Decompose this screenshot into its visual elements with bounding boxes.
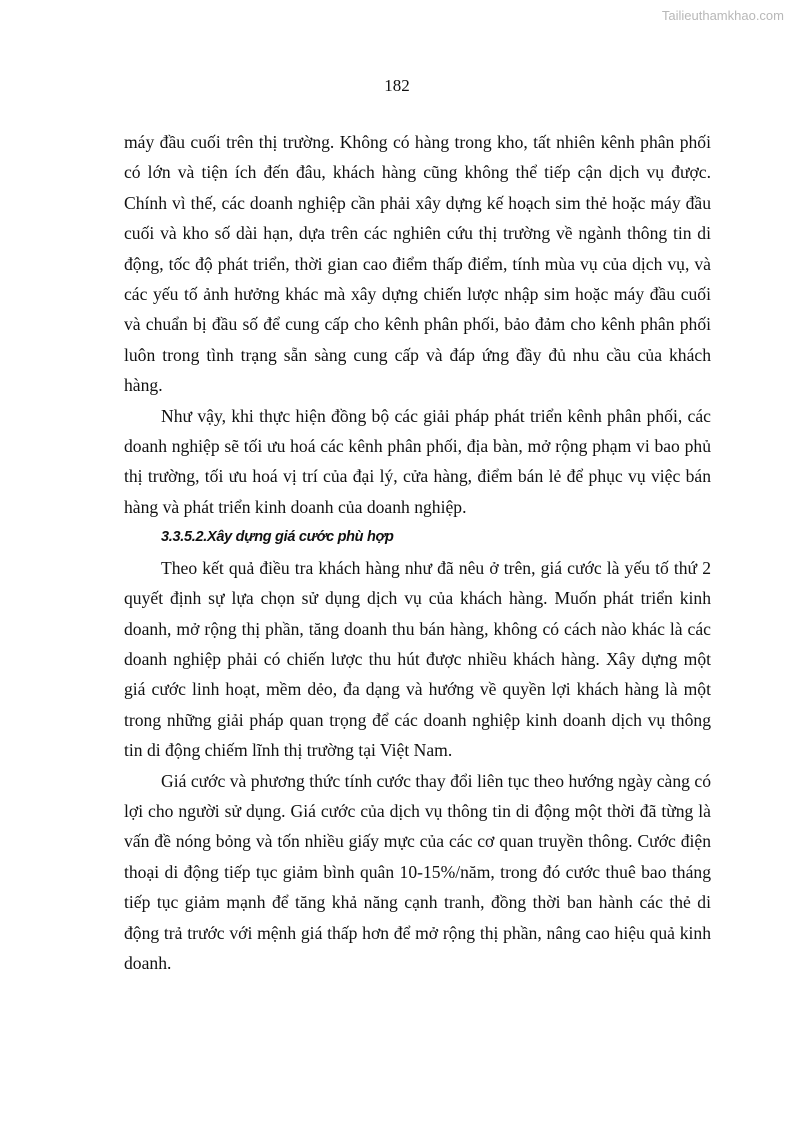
page-number: 182 bbox=[384, 76, 410, 95]
section-heading: 3.3.5.2.Xây dựng giá cước phù hợp bbox=[161, 529, 394, 546]
paragraph: Theo kết quả điều tra khách hàng như đã nêu ở trên, giá cước là yếu tố thứ 2 quyết định sự lựa chọn sử dụng dịch vụ của khách hàng. Muốn phát triển kinh doanh, mở rộng thị phần, tăng doanh thu bán hàng, không có cách nào khác là các doanh nghiệp phải có chiến lược thu hút được nhiều khách hàng. Xây dựng một giá cước linh hoạt, mềm dẻo, đa dạng và hướng về quyền lợi khách hàng là một trong những giải pháp quan trọng để các doanh nghiệp kinh doanh dịch vụ thông tin di động chiếm lĩnh thị trường tại Việt Nam. bbox=[124, 557, 711, 761]
document-body bbox=[124, 127, 711, 978]
paragraph: Như vậy, khi thực hiện đồng bộ các giải pháp phát triển kênh phân phối, các doanh nghiệp sẽ tối ưu hoá các kênh phân phối, địa bàn, mở rộng phạm vi bao phủ thị trường, tối ưu hoá vị trí của đại lý, cửa hàng, điểm bán lẻ để phục vụ việc bán hàng và phát triển kinh doanh của doanh nghiệp. bbox=[124, 405, 711, 517]
paragraph: Giá cước và phương thức tính cước thay đổi liên tục theo hướng ngày càng có lợi cho người sử dụng. Giá cước của dịch vụ thông tin di động một thời đã từng là vấn đề nóng bỏng và tốn nhiều giấy mực của các cơ quan truyền thông. Cước điện thoại di động tiếp tục giảm bình quân 10-15%/năm, trong đó cước thuê bao tháng tiếp tục giảm mạnh để tăng khả năng cạnh tranh, đồng thời ban hành các thẻ di động trả trước với mệnh giá thấp hơn để mở rộng thị phần, nâng cao hiệu quả kinh doanh. bbox=[124, 770, 711, 973]
paragraph-continuation: máy đầu cuối trên thị trường. Không có hàng trong kho, tất nhiên kênh phân phối có lớn và tiện ích đến đâu, khách hàng cũng không thể tiếp cận dịch vụ được. Chính vì thế, các doanh nghiệp cần phải xây dựng kế hoạch sim thẻ hoặc máy đầu cuối và kho số dài hạn, dựa trên các nghiên cứu thị trường về ngành thông tin di động, tốc độ phát triển, thời gian cao điểm thấp điểm, tính mùa vụ của dịch vụ, và các yếu tố ảnh hưởng khác mà xây dựng chiến lược nhập sim hoặc máy đầu cuối và chuẩn bị đầu số để cung cấp cho kênh phân phối, bảo đảm cho kênh phân phối luôn trong tình trạng sẵn sàng cung cấp và đáp ứng đầy đủ nhu cầu của khách hàng. bbox=[124, 132, 711, 396]
watermark: Tailieuthamkhao.com bbox=[661, 8, 784, 23]
